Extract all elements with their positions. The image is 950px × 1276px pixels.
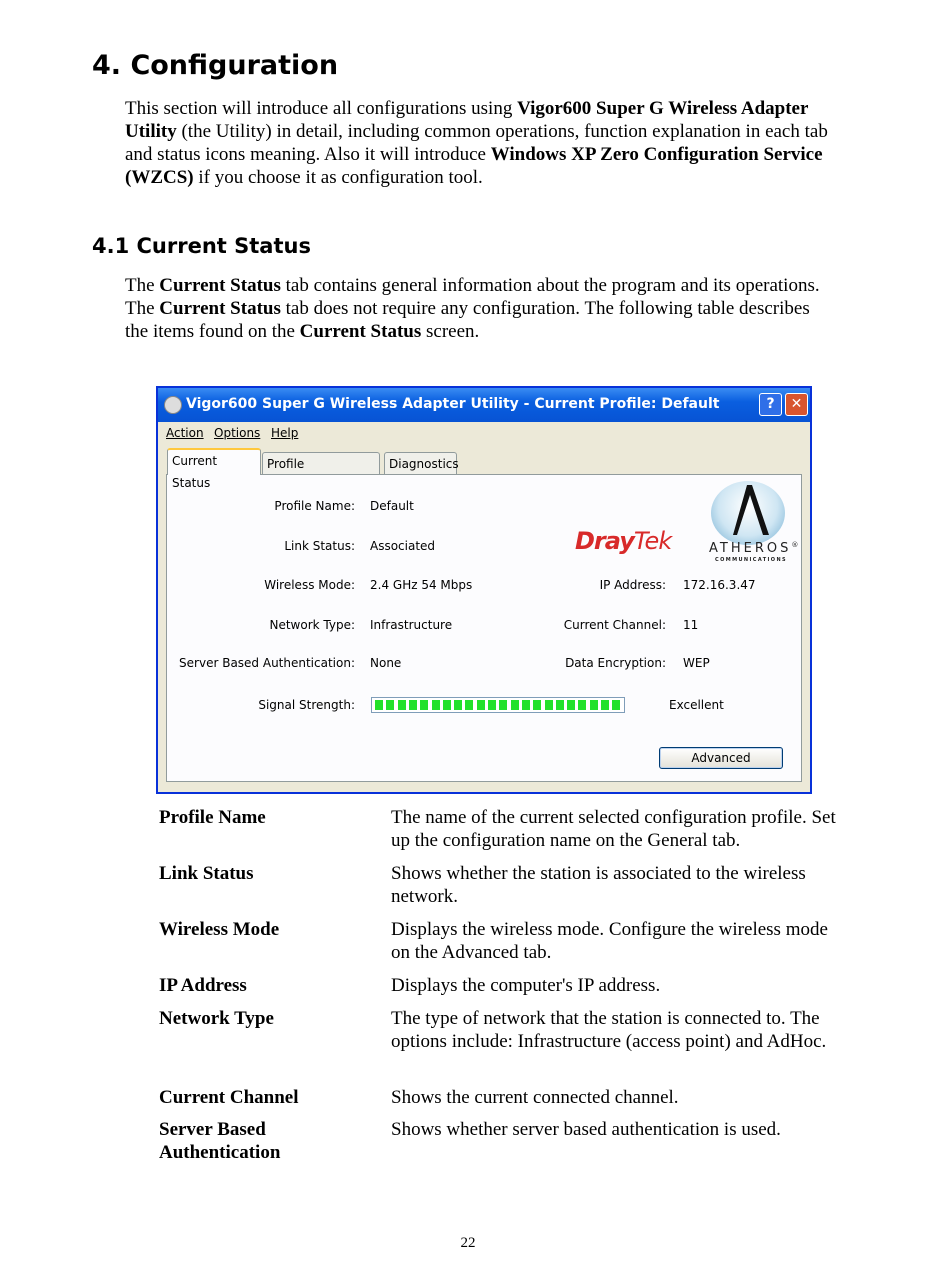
section-heading: 4. Configuration	[92, 50, 339, 81]
close-button[interactable]: ✕	[785, 393, 808, 416]
tab-diagnostics[interactable]: Diagnostics	[384, 452, 457, 474]
profile-name-value: Default	[370, 499, 414, 513]
table-desc: Shows whether server based authentication is used.	[391, 1119, 781, 1140]
tab-profile-management[interactable]: Profile	[262, 452, 380, 474]
status-text-1: The	[125, 275, 160, 296]
table-desc: Displays the computer's IP address.	[391, 975, 661, 996]
signal-segment	[465, 700, 473, 710]
menu-options[interactable]: Options	[214, 426, 261, 440]
signal-segment	[499, 700, 507, 710]
server-auth-label: Server Based Authentication:	[179, 656, 355, 670]
profile-name-label: Profile Name:	[274, 499, 355, 513]
page-number: 22	[460, 1235, 476, 1251]
table-term: IP Address	[159, 975, 247, 996]
table-term: Network Type	[159, 1008, 274, 1029]
signal-strength-value: Excellent	[669, 698, 724, 712]
utility-window	[156, 386, 812, 794]
wireless-mode-label: Wireless Mode:	[264, 578, 355, 592]
intro-paragraph	[125, 97, 830, 189]
menu-bar	[158, 422, 810, 444]
app-icon	[164, 396, 182, 414]
signal-segment	[545, 700, 553, 710]
menu-action[interactable]: Action	[166, 426, 204, 440]
table-term: Server Based Authentication	[159, 1119, 281, 1163]
network-type-value: Infrastructure	[370, 618, 453, 632]
table-desc: Displays the wireless mode. Configure the wireless mode on the Advanced tab.	[391, 919, 828, 963]
draytek-logo	[575, 527, 671, 555]
table-desc: Shows the current connected channel.	[391, 1087, 679, 1108]
signal-segment	[601, 700, 609, 710]
table-term: Profile Name	[159, 807, 266, 828]
title-bar	[158, 388, 810, 422]
table-desc: Shows whether the station is associated to the wireless network.	[391, 863, 806, 907]
table-desc: The name of the current selected configuration profile. Set up the configuration name on the General tab.	[391, 807, 836, 851]
data-encryption-label: Data Encryption:	[565, 656, 666, 670]
atheros-logo-text	[709, 541, 801, 556]
status-text-4: screen.	[421, 321, 480, 342]
ip-address-label: IP Address:	[599, 578, 666, 592]
signal-segment	[386, 700, 394, 710]
signal-segment	[443, 700, 451, 710]
signal-segment	[578, 700, 586, 710]
intro-text-1: This section will introduce all configurations using	[125, 98, 518, 119]
link-status-value: Associated	[370, 539, 436, 553]
data-encryption-value: WEP	[683, 656, 710, 670]
table-term: Current Channel	[159, 1087, 299, 1108]
atheros-registered-mark: ®	[791, 541, 802, 549]
current-status-panel	[166, 474, 802, 782]
subsection-heading: 4.1 Current Status	[92, 234, 311, 258]
status-text-3: tab does not require any configuration. The following table describes the items found on the	[125, 298, 810, 342]
status-intro-paragraph	[125, 274, 830, 343]
help-button[interactable]: ?	[759, 393, 782, 416]
status-text-2: tab contains general information about the program and its operations. The	[125, 275, 820, 319]
signal-strength-bar	[371, 697, 625, 713]
signal-segment	[398, 700, 406, 710]
signal-segment	[477, 700, 485, 710]
table-desc: The type of network that the station is connected to. The options include: Infrastructure (access point) and AdHoc.	[391, 1008, 827, 1052]
atheros-a-icon	[723, 481, 773, 541]
network-type-label: Network Type:	[269, 618, 355, 632]
signal-segment	[420, 700, 428, 710]
link-status-label: Link Status:	[284, 539, 355, 553]
current-channel-value: 11	[683, 618, 699, 632]
intro-bold-2: Windows XP Zero Configuration Service (WZCS)	[125, 144, 823, 188]
signal-segment	[556, 700, 564, 710]
tab-current-status[interactable]: Current Status	[167, 448, 261, 475]
signal-segment	[432, 700, 440, 710]
advanced-button[interactable]: Advanced	[659, 747, 783, 769]
signal-segment	[590, 700, 598, 710]
menu-help[interactable]: Help	[271, 426, 299, 440]
signal-segment	[488, 700, 496, 710]
draytek-logo-dray: Dray	[575, 527, 634, 555]
wireless-mode-value: 2.4 GHz 54 Mbps	[370, 578, 473, 592]
draytek-logo-tek: Tek	[633, 527, 672, 555]
signal-strength-label: Signal Strength:	[258, 698, 355, 712]
status-bold-2: Current Status	[159, 298, 281, 319]
intro-bold-1: Vigor600 Super G Wireless Adapter Utility	[125, 98, 809, 142]
window-title: Vigor600 Super G Wireless Adapter Utility - Current Profile: Default	[186, 396, 720, 412]
status-bold-1: Current Status	[159, 275, 281, 296]
signal-segment	[375, 700, 383, 710]
ip-address-value: 172.16.3.47	[683, 578, 756, 592]
server-auth-value: None	[370, 656, 402, 670]
signal-segment	[533, 700, 541, 710]
atheros-logo-subtext: COMMUNICATIONS	[715, 557, 788, 563]
signal-segment	[409, 700, 417, 710]
signal-segment	[522, 700, 530, 710]
table-term: Link Status	[159, 863, 254, 884]
intro-text-2: (the Utility) in detail, including common operations, function explanation in each tab and status icons meaning. Also it will introduce	[125, 121, 828, 165]
intro-text-3: if you choose it as configuration tool.	[193, 167, 483, 188]
signal-segment	[567, 700, 575, 710]
signal-segment	[511, 700, 519, 710]
current-channel-label: Current Channel:	[563, 618, 666, 632]
status-bold-3: Current Status	[299, 321, 422, 342]
table-term: Wireless Mode	[159, 919, 280, 940]
atheros-word: ATHEROS	[709, 541, 792, 556]
signal-segment	[612, 700, 620, 710]
signal-segment	[454, 700, 462, 710]
